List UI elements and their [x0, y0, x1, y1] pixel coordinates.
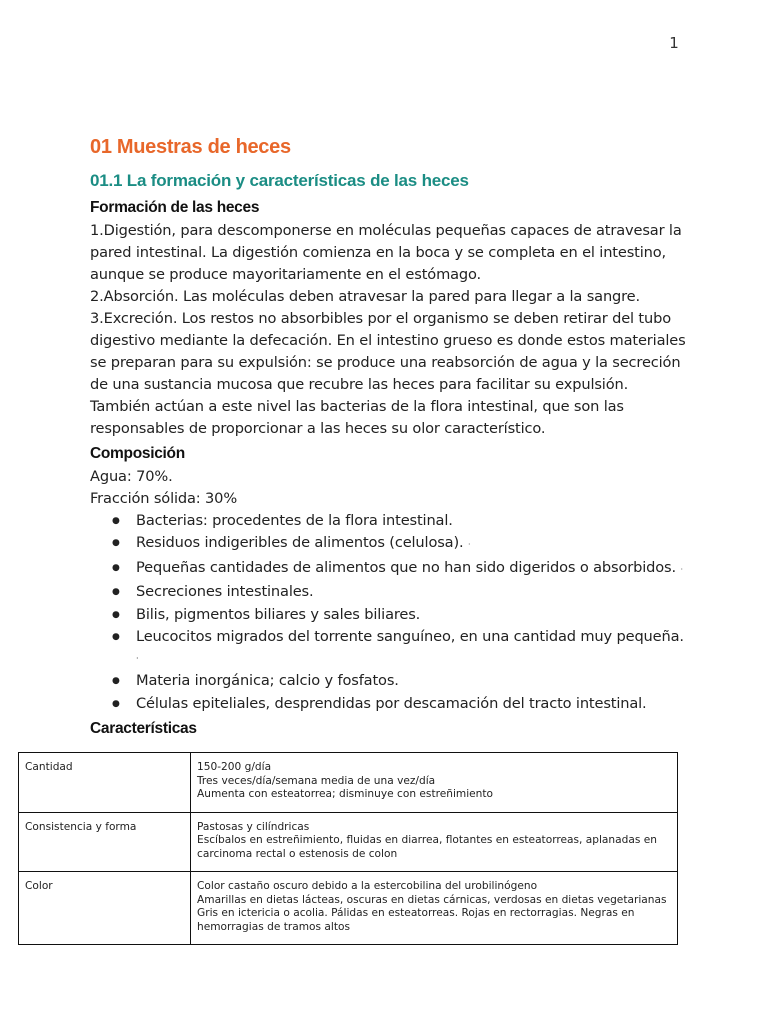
formation-paragraph-1: 1.Digestión, para descomponerse en moléculas pequeñas capaces de atravesar la pared intestinal. La digestión comienza en la boca y se completa en el intestino, aunque se produce mayoritariamente en el estómago.: [90, 222, 682, 283]
list-item: ● Residuos indigeribles de alimentos (celulosa). ·: [136, 532, 690, 556]
row-value-quantity: 150-200 g/día Tres veces/día/semana media de una vez/día Aumenta con esteatorrea; disminuye con estreñimiento: [191, 753, 678, 813]
composition-solid: Fracción sólida: 30%: [90, 490, 238, 507]
list-item: ● Materia inorgánica; calcio y fosfatos.: [136, 670, 690, 692]
row-label-quantity: Cantidad: [19, 753, 191, 813]
list-item: ● Células epiteliales, desprendidas por descamación del tracto intestinal.: [136, 693, 690, 715]
composition-list-continued: [90, 670, 690, 715]
characteristics-table: [18, 752, 678, 945]
row-label-color: Color: [19, 872, 191, 945]
formation-paragraph-2: 2.Absorción. Las moléculas deben atravesar la pared para llegar a la sangre.: [90, 288, 641, 305]
table-row: [19, 872, 678, 945]
composition-list: [90, 510, 690, 648]
list-item: ● Leucocitos migrados del torrente sanguíneo, en una cantidad muy pequeña.: [136, 626, 690, 648]
section-title: 01 Muestras de heces: [90, 136, 291, 158]
list-item: ● Secreciones intestinales.: [136, 581, 690, 603]
document-body: [90, 132, 690, 741]
row-label-consistency: Consistencia y forma: [19, 812, 191, 872]
composition-water: Agua: 70%.: [90, 468, 173, 485]
list-item: ● Bacterias: procedentes de la flora intestinal.: [136, 510, 690, 532]
list-item: ● Pequeñas cantidades de alimentos que no han sido digeridos o absorbidos. ·: [136, 557, 690, 581]
page-number: 1: [669, 34, 679, 52]
table-row: [19, 753, 678, 813]
row-value-consistency: Pastosas y cilíndricas Escíbalos en estreñimiento, fluidas en diarrea, flotantes en esteatorreas, aplanadas en carcinoma rectal o estenosis de colon: [191, 812, 678, 872]
characteristics-heading: Características: [90, 720, 197, 738]
section-subtitle: 01.1 La formación y características de las heces: [90, 171, 469, 190]
row-value-color: Color castaño oscuro debido a la estercobilina del urobilinógeno Amarillas en dietas lácteas, oscuras en dietas cárnicas, verdosas en dietas vegetarianas Gris en ictericia o acolia. Pálidas en esteatorreas. Rojas en rectorragias. Negras en hemorragias de tramos altos: [191, 872, 678, 945]
formation-paragraph-3: 3.Excreción. Los restos no absorbibles por el organismo se deben retirar del tubo digestivo mediante la defecación. En el intestino grueso es donde estos materiales se preparan para su expulsión: se produce una reabsorción de agua y la secreción de una sustancia mucosa que recubre las heces para facilitar su expulsión. También actúan a este nivel las bacterias de la flora intestinal, que son las responsables de proporcionar a las heces su olor característico.: [90, 310, 686, 437]
stray-mark: ·: [136, 654, 139, 664]
list-item: ● Bilis, pigmentos biliares y sales biliares.: [136, 604, 690, 626]
composition-heading: Composición: [90, 445, 185, 462]
formation-heading: Formación de las heces: [90, 199, 260, 216]
table-row: [19, 812, 678, 872]
